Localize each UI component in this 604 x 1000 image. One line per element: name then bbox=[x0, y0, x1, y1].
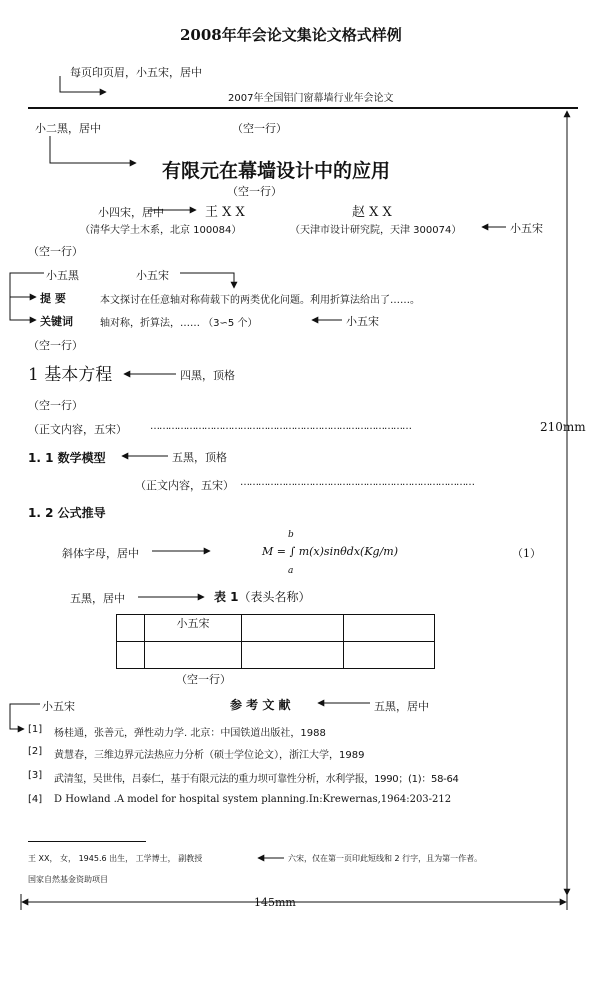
footnote-format-note: 六宋，仅在第一页印此短线和 2 行字，且为第一作者。 bbox=[288, 854, 483, 863]
reference-text: 黄慧春，三维边界元法热应力分析（硕士学位论文），浙江大学，1989 bbox=[54, 750, 365, 761]
reference-text: 武清玺，吴世伟，吕泰仁，基于有限元法的重力坝可靠性分析，水利学报，1990；(1)：58-64 bbox=[54, 774, 459, 785]
blank-line-note: （空一行） bbox=[28, 339, 83, 352]
reference-text: D Howland .A model for hospital system planning.In:Krewernas,1964:203-212 bbox=[54, 794, 452, 805]
affiliation-1: （清华大学土木系，北京 100084） bbox=[80, 225, 242, 236]
author-1: 王 X X bbox=[205, 205, 245, 220]
formula-note: 斜体字母，居中 bbox=[62, 547, 139, 560]
references-heading: 参 考 文 献 bbox=[230, 698, 291, 712]
formula: M = ∫ m(x)sinθdx(Kg/m) bbox=[262, 545, 399, 558]
references-left-arrow bbox=[10, 704, 40, 729]
table-cell-note: 小五宋 bbox=[176, 617, 210, 630]
reference-text: 杨桂通，张善元，弹性动力学. 北京：中国铁道出版社，1988 bbox=[54, 728, 326, 739]
abstract-text: 本文探讨在任意轴对称荷载下的两类优化问题。利用折算法给出了……。 bbox=[100, 295, 420, 306]
keywords-font-note: 小五宋 bbox=[346, 315, 379, 328]
body-text-note: （正文内容，五宋） bbox=[28, 423, 127, 436]
table-caption-text: （表头名称） bbox=[238, 590, 311, 604]
author-font-note: 小四宋，居中 bbox=[98, 206, 164, 219]
reference-number: [1] bbox=[28, 724, 43, 735]
label-song-arrow bbox=[180, 273, 234, 288]
table-caption-note: 五黑，居中 bbox=[70, 592, 125, 605]
footnote-fund: 国家自然基金资助项目 bbox=[28, 875, 108, 884]
reference-number: [4] bbox=[28, 794, 43, 805]
references-left-note: 小五宋 bbox=[42, 700, 75, 713]
subsection-heading-note: 五黑，顶格 bbox=[172, 451, 227, 464]
table-number: 表 1 bbox=[214, 590, 239, 604]
footnote-author-info: 王 XX， 女， 1945.6 出生， 工学博士， 副教授 bbox=[28, 854, 203, 863]
keywords-text: 轴对称，折算法，…… （3∽5 个） bbox=[100, 318, 258, 329]
blank-line-note: （空一行） bbox=[227, 185, 282, 198]
label-hei-bracket bbox=[10, 273, 44, 297]
document-title: 2008年年会论文集论文格式样例 bbox=[180, 26, 402, 44]
blank-line-note: （空一行） bbox=[232, 122, 287, 135]
references-right-note: 五黑，居中 bbox=[374, 700, 429, 713]
author-2: 赵 X X bbox=[352, 205, 392, 220]
height-dimension-label: 210mm bbox=[540, 420, 586, 434]
blank-line-note: （空一行） bbox=[28, 245, 83, 258]
paper-title: 有限元在幕墙设计中的应用 bbox=[162, 160, 391, 182]
label-xiaowuhei: 小五黑 bbox=[46, 269, 79, 282]
body-text-note: （正文内容，五宋） bbox=[135, 479, 234, 492]
formula-lower-limit: a bbox=[288, 566, 294, 576]
title-arrow bbox=[50, 136, 136, 163]
blank-line-note: （空一行） bbox=[176, 673, 231, 686]
subsection-heading: 1. 2 公式推导 bbox=[28, 506, 106, 520]
keywords-label: 关键词 bbox=[40, 315, 73, 328]
body-dots: …………………………………………………………………………… bbox=[150, 421, 411, 432]
section-heading-note: 四黑，顶格 bbox=[180, 369, 235, 382]
width-dimension-label: 145mm bbox=[250, 896, 300, 909]
subsection-heading: 1. 1 数学模型 bbox=[28, 451, 106, 465]
reference-number: [2] bbox=[28, 746, 43, 757]
section-heading: 1 基本方程 bbox=[28, 365, 113, 385]
abstract-label: 提 要 bbox=[40, 292, 66, 305]
formula-upper-limit: b bbox=[288, 530, 294, 540]
running-header: 2007年全国铝门窗幕墙行业年会论文 bbox=[228, 93, 394, 104]
formula-number: （1） bbox=[512, 547, 541, 560]
title-font-note: 小二黑，居中 bbox=[35, 122, 101, 135]
header-note: 每页印页眉，小五宋，居中 bbox=[70, 66, 202, 79]
body-dots: …………………………………………………………………… bbox=[240, 477, 474, 488]
reference-number: [3] bbox=[28, 770, 43, 781]
affiliation-font-note: 小五宋 bbox=[510, 222, 543, 235]
blank-line-note: （空一行） bbox=[28, 399, 83, 412]
label-hei-bracket bbox=[10, 297, 36, 320]
header-arrow bbox=[60, 76, 106, 92]
affiliation-2: （天津市设计研究院，天津 300074） bbox=[290, 225, 462, 236]
label-xiaowusong: 小五宋 bbox=[136, 269, 169, 282]
